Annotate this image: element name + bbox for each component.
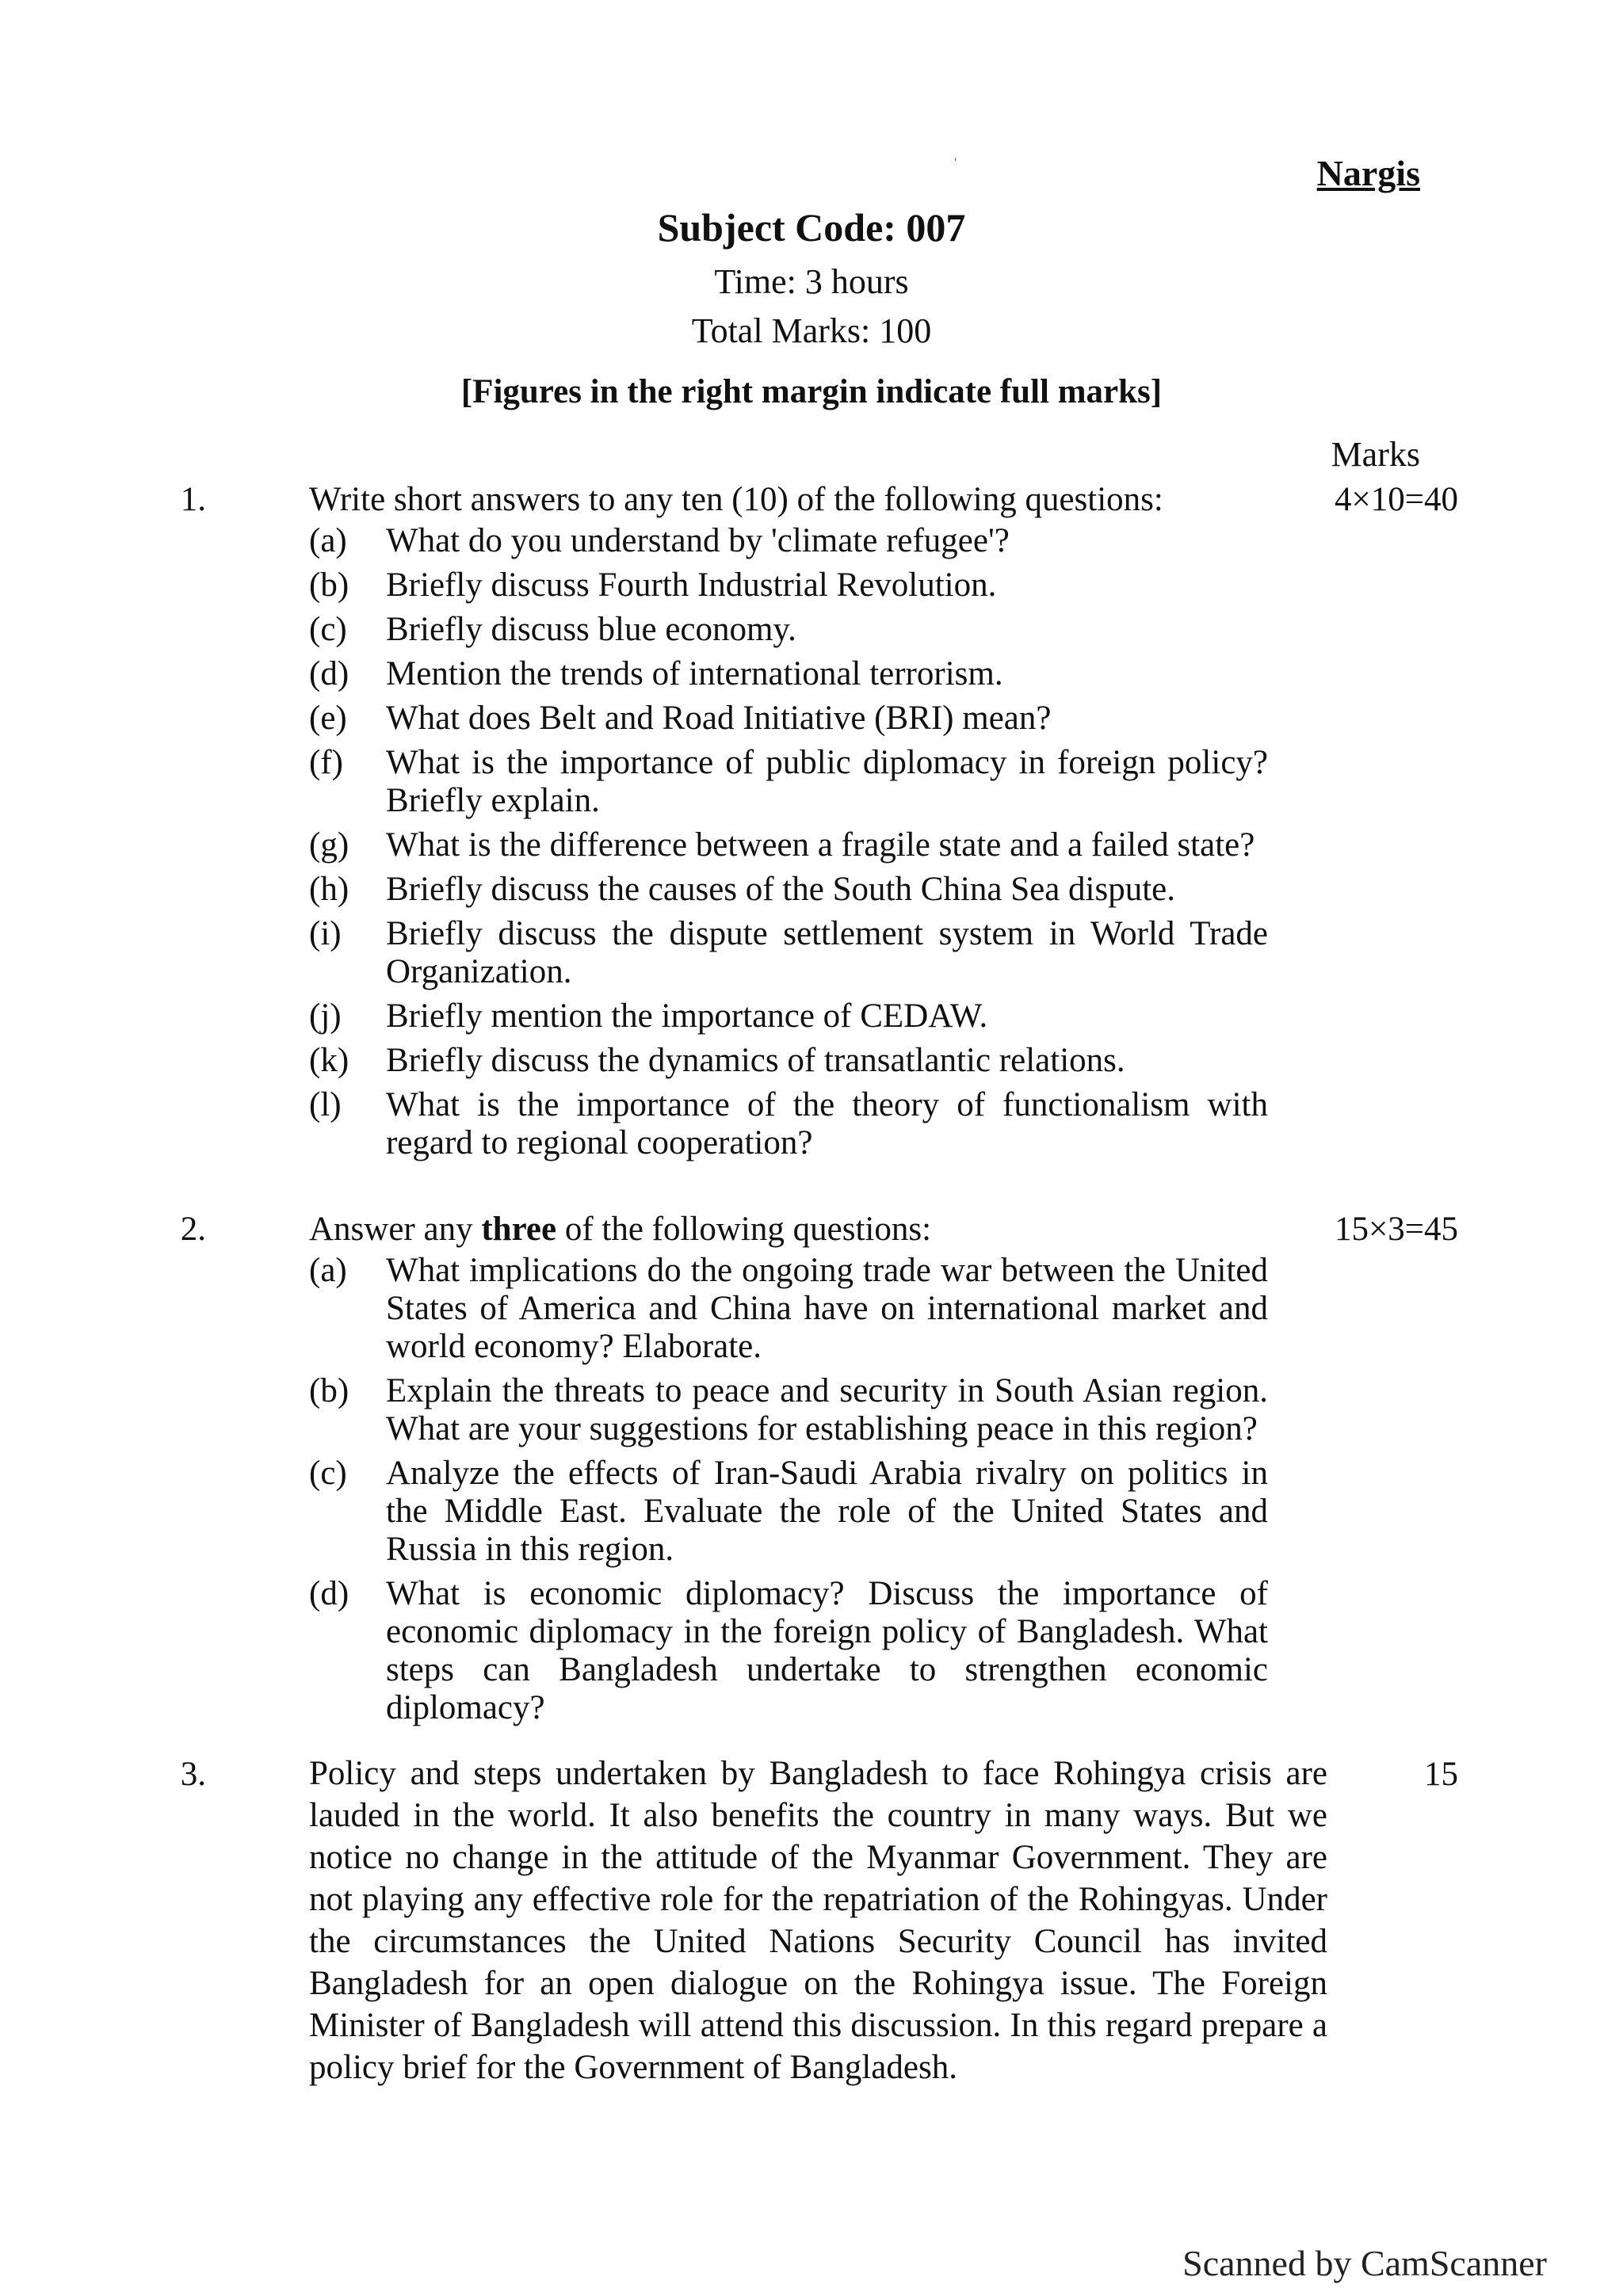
figures-note: [Figures in the right margin indicate full marks]	[460, 373, 1163, 410]
sub-question-text: What is the difference between a fragile state and a failed state?	[386, 826, 1255, 864]
scanner-watermark: Scanned by CamScanner	[1182, 2243, 1547, 2283]
question-text-part: of the following questions:	[556, 1211, 932, 1248]
question-text	[238, 1207, 1426, 1252]
sub-question-text: Briefly discuss the causes of the South China Sea dispute.	[386, 871, 1176, 908]
sub-question	[238, 655, 1426, 693]
sub-question-label: (b)	[309, 566, 349, 604]
sub-question-text: What is the importance of the theory of functionalism with regard to regional cooperation?	[386, 1086, 1268, 1161]
sub-question-text: What does Belt and Road Initiative (BRI) mean?	[386, 700, 1052, 737]
question-1-items	[238, 522, 1426, 1162]
sub-question-label: (i)	[309, 915, 342, 952]
sub-question-label: (j)	[309, 997, 342, 1035]
question-3	[180, 1753, 1458, 2088]
sub-question	[238, 522, 1426, 560]
total-marks: Total Marks: 100	[691, 311, 932, 350]
sub-question-text: Briefly mention the importance of CEDAW.	[386, 997, 988, 1035]
question-number: 1.	[180, 481, 206, 518]
exam-time: Time: 3 hours	[714, 262, 909, 301]
question-text: Policy and steps undertaken by Bangladesh to face Rohingya crisis are lauded in the world. It also benefits the country in many ways. But we notice no change in the attitude of the Myanmar Government. They are not playing any effective role for the repatriation of the Rohingyas. Under the circumstances the United Nations Security Council has invited Bangladesh for an open dialogue on the Rohingya issue. The Foreign Minister of Bangladesh will attend this discussion. In this regard prepare a policy brief for the Government of Bangladesh.	[309, 1755, 1327, 2086]
sub-question-text: What implications do the ongoing trade war between the United States of America and China have on international market and world economy? Elaborate.	[386, 1252, 1268, 1365]
sub-question-text: Mention the trends of international terrorism.	[386, 655, 1003, 692]
sub-question-label: (h)	[309, 871, 349, 908]
question-1	[180, 478, 1458, 1169]
question-1-header	[180, 478, 1458, 522]
sub-question-label: (c)	[309, 1455, 347, 1492]
question-text-emphasis: three	[481, 1211, 557, 1248]
sub-question-label: (a)	[309, 1252, 347, 1289]
sub-question	[238, 915, 1426, 991]
sub-question-label: (b)	[309, 1372, 349, 1409]
sub-question	[238, 1575, 1426, 1727]
question-number: 2.	[180, 1211, 206, 1248]
sub-question-text: Analyze the effects of Iran-Saudi Arabia rivalry on politics in the Middle East. Evaluate the role of the United States and Russia in this region.	[386, 1455, 1268, 1568]
subject-code: Subject Code: 007	[657, 205, 966, 250]
question-2-items	[238, 1252, 1426, 1727]
sub-question-label: (d)	[309, 655, 349, 692]
sub-question-text: Briefly discuss Fourth Industrial Revolution.	[386, 566, 997, 604]
sub-question-label: (a)	[309, 522, 347, 559]
sub-question-label: (k)	[309, 1042, 349, 1079]
sub-question	[238, 997, 1426, 1035]
sub-question	[238, 566, 1426, 605]
sub-question	[238, 744, 1426, 820]
sub-question	[238, 1042, 1426, 1080]
question-number: 3.	[180, 1756, 206, 1793]
sub-question	[238, 826, 1426, 864]
sub-question-text: Briefly discuss the dynamics of transatlantic relations.	[386, 1042, 1125, 1079]
sub-question-label: (c)	[309, 611, 347, 648]
sub-question-label: (e)	[309, 700, 347, 737]
sub-question	[238, 1252, 1426, 1366]
question-marks: 4×10=40	[1334, 481, 1458, 518]
sub-question	[238, 871, 1426, 909]
sub-question-text: What do you understand by 'climate refugee'?	[386, 522, 1010, 559]
question-2	[180, 1207, 1458, 1733]
sub-question-text: Briefly discuss the dispute settlement system in World Trade Organization.	[386, 915, 1268, 990]
sub-question-text: Briefly discuss blue economy.	[386, 611, 796, 648]
question-2-header	[180, 1207, 1458, 1252]
sub-question-label: (d)	[309, 1575, 349, 1612]
sub-question-text: What is economic diplomacy? Discuss the importance of economic diplomacy in the foreign policy of Bangladesh. What steps can Bangladesh undertake to strengthen economic diplomacy?	[386, 1575, 1268, 1726]
sub-question	[238, 1372, 1426, 1448]
question-text-part: Answer any	[309, 1211, 482, 1248]
sub-question-label: (g)	[309, 826, 349, 864]
sub-question	[238, 1086, 1426, 1162]
sub-question	[238, 700, 1426, 738]
marks-heading: Marks	[1331, 435, 1420, 474]
sub-question	[238, 611, 1426, 649]
scan-mark: ˌ	[953, 141, 959, 161]
sub-question-text: Explain the threats to peace and security in South Asian region. What are your suggestions for establishing peace in this region?	[386, 1372, 1268, 1447]
sub-question	[238, 1455, 1426, 1569]
question-text: Write short answers to any ten (10) of the following questions:	[309, 481, 1163, 518]
question-marks: 15×3=45	[1334, 1211, 1458, 1248]
sub-question-text: What is the importance of public diplomacy in foreign policy? Briefly explain.	[386, 744, 1268, 819]
question-marks: 15	[1424, 1756, 1458, 1793]
sub-question-label: (f)	[309, 744, 343, 781]
sub-question-label: (l)	[309, 1086, 342, 1123]
author-name: Nargis	[1316, 153, 1420, 193]
question-3-body	[180, 1753, 1458, 2088]
